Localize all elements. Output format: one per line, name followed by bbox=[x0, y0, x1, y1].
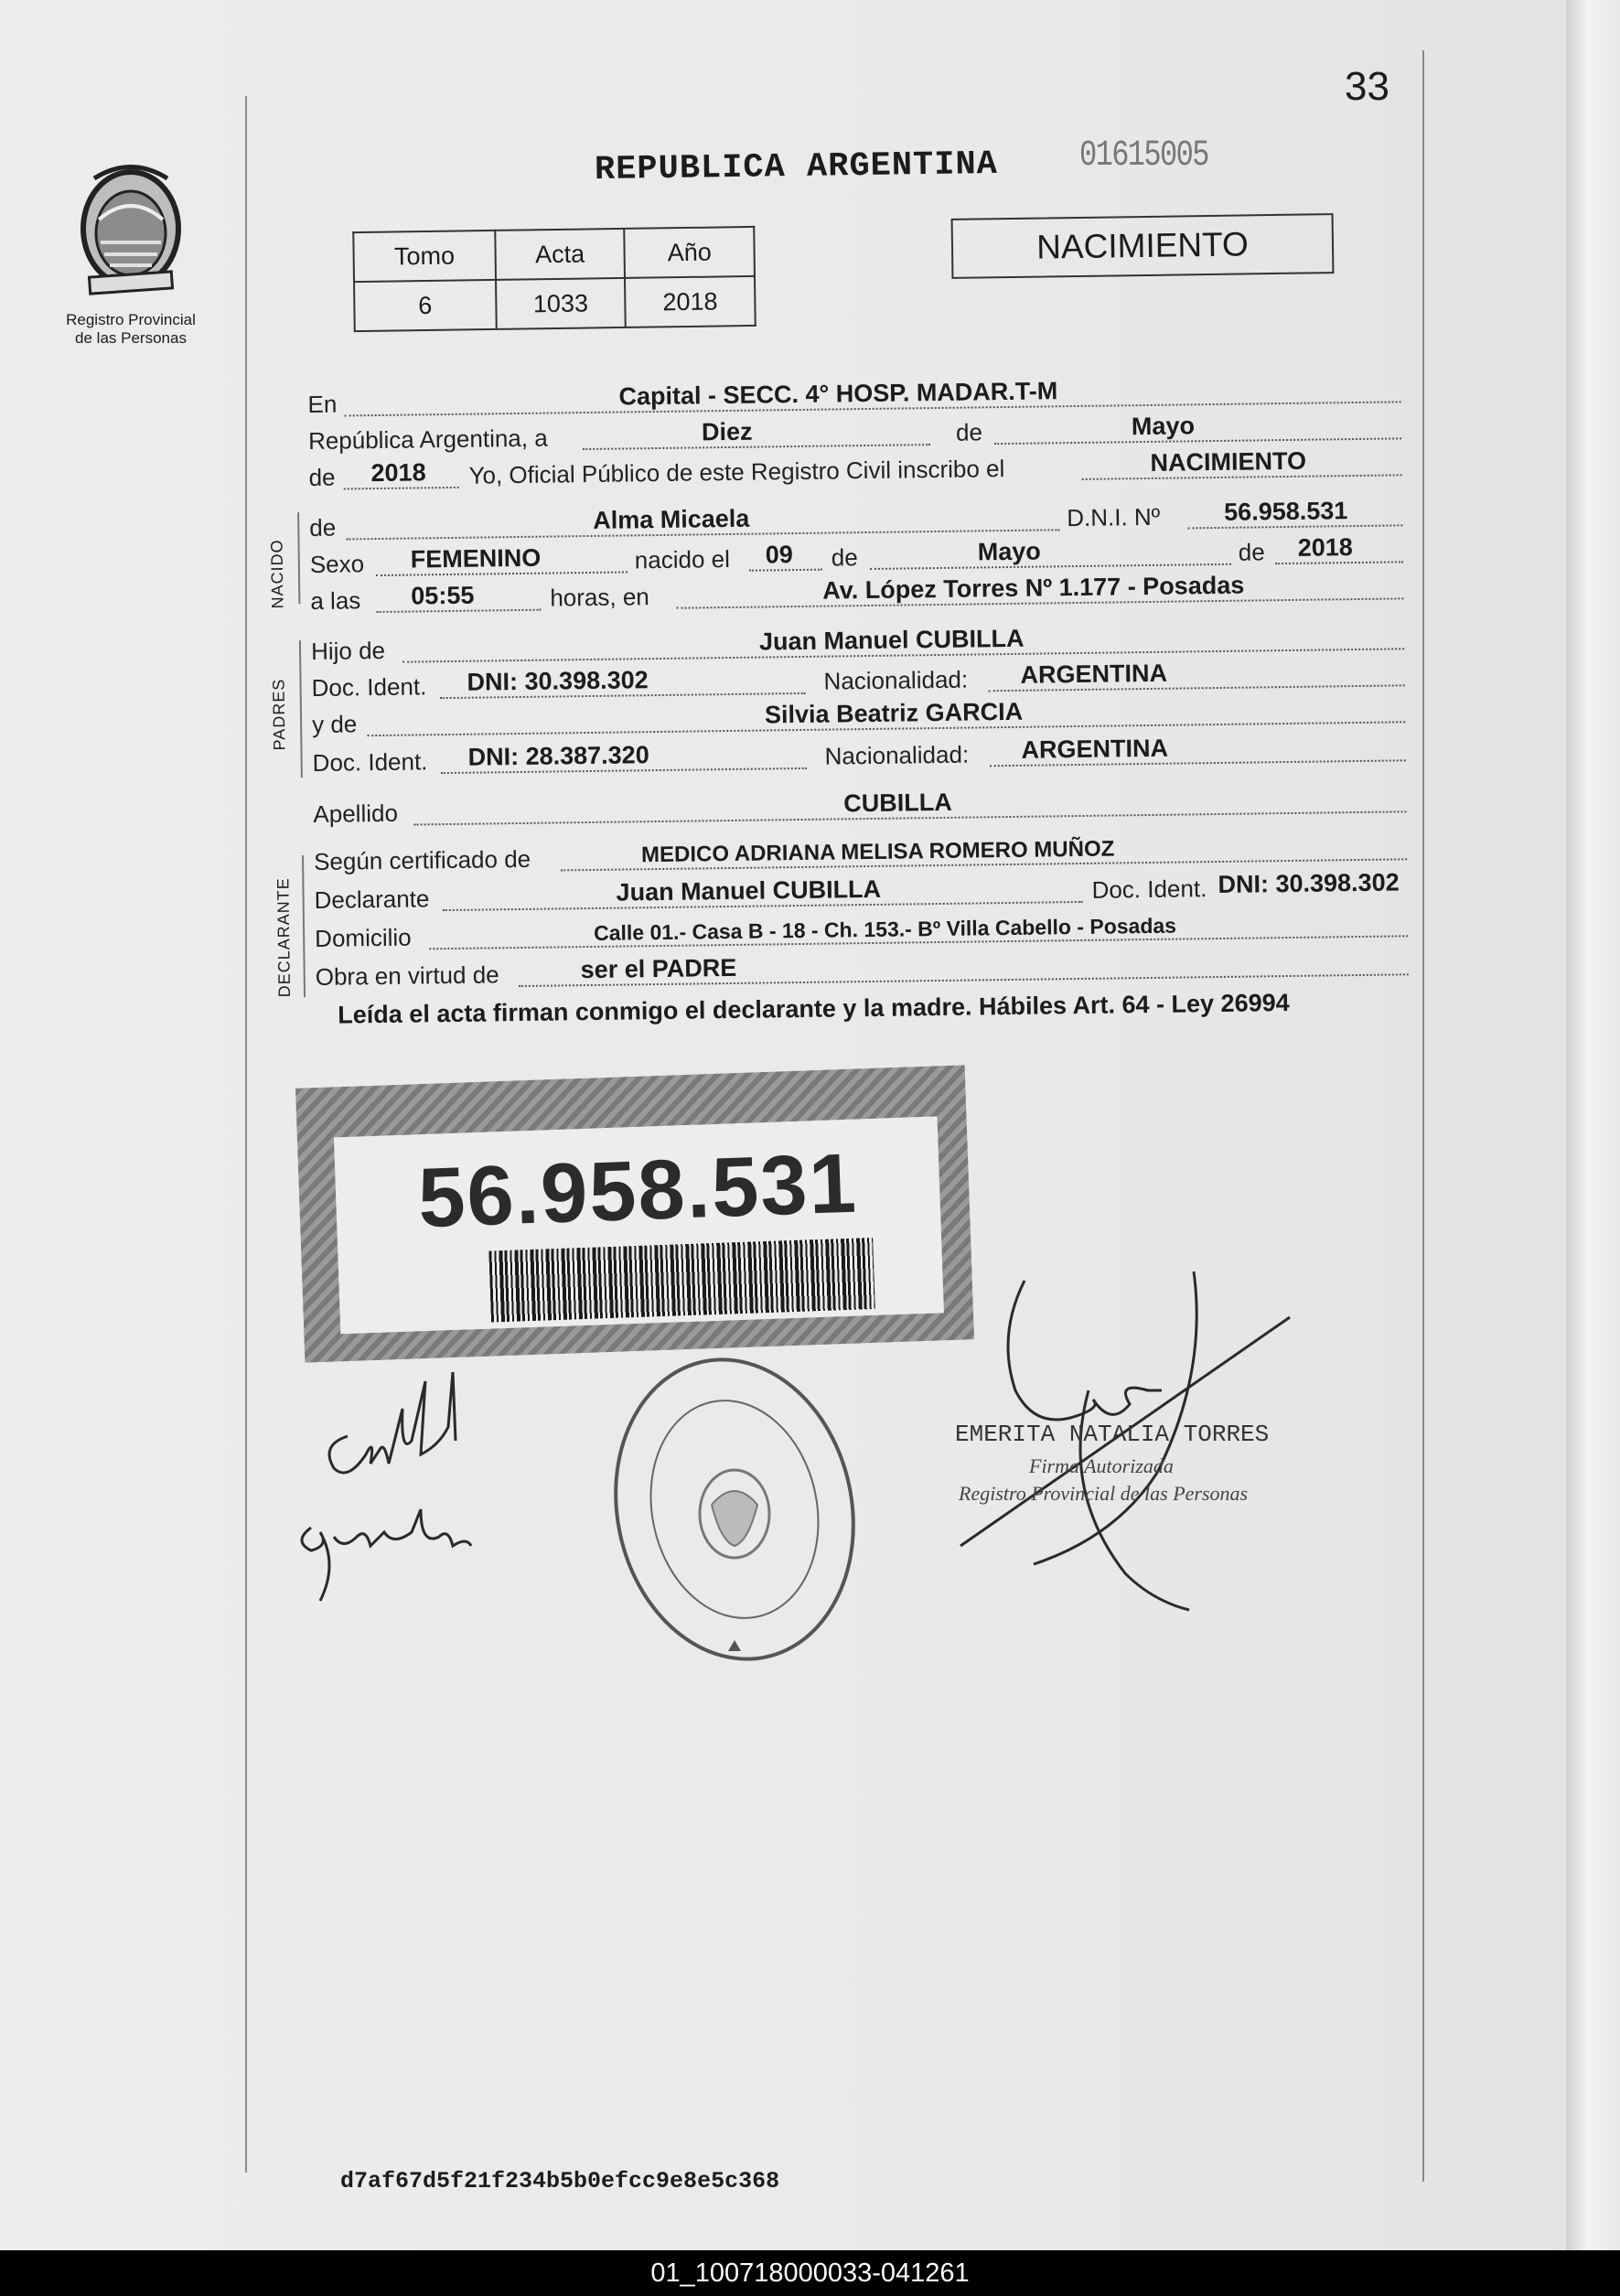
label-doc-ident: Doc. Ident. bbox=[1091, 874, 1207, 904]
closing-note: Leída el acta firman conmigo el declarante y la madre. Hábiles Art. 64 - Ley 26994 bbox=[338, 989, 1290, 1029]
value-day: Diez bbox=[701, 417, 753, 446]
label-a-las: a las bbox=[310, 586, 361, 615]
label-oficial: Yo, Oficial Público de este Registro Civil inscribo el bbox=[468, 455, 1005, 489]
side-label-padres: PADRES bbox=[269, 678, 289, 751]
value-sexo: FEMENINO bbox=[410, 543, 542, 574]
footer-id-bar: 01_100718000033-041261 bbox=[0, 2250, 1620, 2296]
handwritten-signatures-icon bbox=[293, 1354, 512, 1610]
value-father: Juan Manuel CUBILLA bbox=[758, 624, 1025, 656]
value-dni: 56.958.531 bbox=[1223, 497, 1348, 526]
label-doc-ident: Doc. Ident. bbox=[312, 747, 428, 777]
record-table-header: Año bbox=[625, 227, 755, 278]
label-segun-certificado: Según certificado de bbox=[313, 844, 531, 875]
label-nacionalidad: Nacionalidad: bbox=[823, 665, 969, 695]
label-horas-en: horas, en bbox=[550, 583, 649, 612]
label-de: de bbox=[309, 513, 337, 542]
signatory-name: EMERITA NATALIA TORRES bbox=[955, 1421, 1270, 1448]
value-declarante: Juan Manuel CUBILLA bbox=[616, 874, 882, 907]
value-obra: ser el PADRE bbox=[580, 953, 737, 984]
value-place: Av. López Torres Nº 1.177 - Posadas bbox=[822, 571, 1245, 605]
value-apellido: CUBILLA bbox=[843, 788, 952, 818]
section-divider bbox=[299, 640, 303, 778]
label-y-de: y de bbox=[311, 710, 358, 738]
value-year: 2018 bbox=[370, 458, 426, 488]
value-month: Mayo bbox=[1131, 412, 1196, 441]
value-mother: Silvia Beatriz GARCIA bbox=[764, 697, 1024, 729]
label-obra-en-virtud: Obra en virtud de bbox=[315, 960, 499, 991]
record-table-header: Tomo bbox=[353, 231, 496, 282]
label-dni: D.N.I. Nº bbox=[1067, 502, 1161, 532]
value-inscribo: NACIMIENTO bbox=[1150, 446, 1307, 477]
value-mother-nat: ARGENTINA bbox=[1021, 734, 1169, 764]
barcode-label bbox=[334, 1116, 944, 1334]
barcode-number: 56.958.531 bbox=[416, 1136, 860, 1246]
side-label-nacido: NACIDO bbox=[267, 539, 287, 609]
label-doc-ident: Doc. Ident. bbox=[311, 672, 427, 702]
record-table-cell: 2018 bbox=[625, 276, 755, 327]
label-de: de bbox=[831, 543, 858, 572]
value-hour: 05:55 bbox=[411, 581, 475, 610]
label-nacido-el: nacido el bbox=[634, 544, 731, 574]
page-number: 33 bbox=[1345, 64, 1389, 109]
side-label-declarante: DECLARANTE bbox=[274, 877, 295, 998]
document-hash: d7af67d5f21f234b5b0efcc9e8e5c368 bbox=[340, 2168, 780, 2194]
label-republica: República Argentina, a bbox=[307, 424, 548, 455]
value-birth-year: 2018 bbox=[1297, 533, 1353, 562]
serial-number: 01615005 bbox=[1079, 135, 1208, 177]
value-declarante-doc: DNI: 30.398.302 bbox=[1218, 868, 1400, 899]
value-birth-day: 09 bbox=[765, 541, 793, 569]
row-apellido bbox=[313, 779, 1406, 831]
act-type-box: NACIMIENTO bbox=[951, 213, 1335, 279]
section-divider bbox=[297, 512, 300, 604]
document-title: REPUBLICA ARGENTINA bbox=[594, 145, 999, 190]
label-apellido: Apellido bbox=[313, 799, 399, 828]
label-hijo-de: Hijo de bbox=[310, 636, 386, 665]
record-table-header: Acta bbox=[495, 229, 625, 280]
barcode-icon bbox=[488, 1238, 874, 1323]
signatory-title: Firma Autorizada bbox=[1029, 1454, 1174, 1477]
label-de: de bbox=[955, 418, 983, 446]
value-birth-month: Mayo bbox=[977, 537, 1041, 566]
logo-caption-line-2: de las Personas bbox=[75, 329, 187, 347]
label-en: En bbox=[307, 390, 338, 418]
label-de: de bbox=[1238, 538, 1265, 566]
value-domicilio: Calle 01.- Casa B - 18 - Ch. 153.- Bº Villa Cabello - Posadas bbox=[593, 913, 1177, 945]
label-declarante: Declarante bbox=[314, 885, 430, 914]
value-segun: MEDICO ADRIANA MELISA ROMERO MUÑOZ bbox=[640, 836, 1115, 868]
value-name: Alma Micaela bbox=[593, 504, 750, 534]
record-table-cell: 1033 bbox=[496, 278, 626, 329]
record-table-cell: 6 bbox=[354, 280, 497, 331]
value-en: Capital - SECC. 4° HOSP. MADAR.T-M bbox=[618, 377, 1058, 411]
value-mother-doc: DNI: 28.387.320 bbox=[467, 741, 649, 771]
dni-barcode-sticker bbox=[295, 1065, 974, 1362]
label-sexo: Sexo bbox=[309, 550, 365, 578]
label-domicilio: Domicilio bbox=[314, 923, 412, 952]
signatory-office: Registro Provincial de las Personas bbox=[959, 1482, 1249, 1505]
section-divider bbox=[302, 855, 306, 997]
value-father-doc: DNI: 30.398.302 bbox=[467, 666, 649, 696]
official-seal-icon bbox=[611, 1349, 858, 1669]
value-father-nat: ARGENTINA bbox=[1020, 659, 1168, 689]
label-de: de bbox=[308, 463, 336, 491]
label-nacionalidad: Nacionalidad: bbox=[824, 740, 970, 770]
logo-caption-line-1: Registro Provincial bbox=[66, 311, 196, 328]
